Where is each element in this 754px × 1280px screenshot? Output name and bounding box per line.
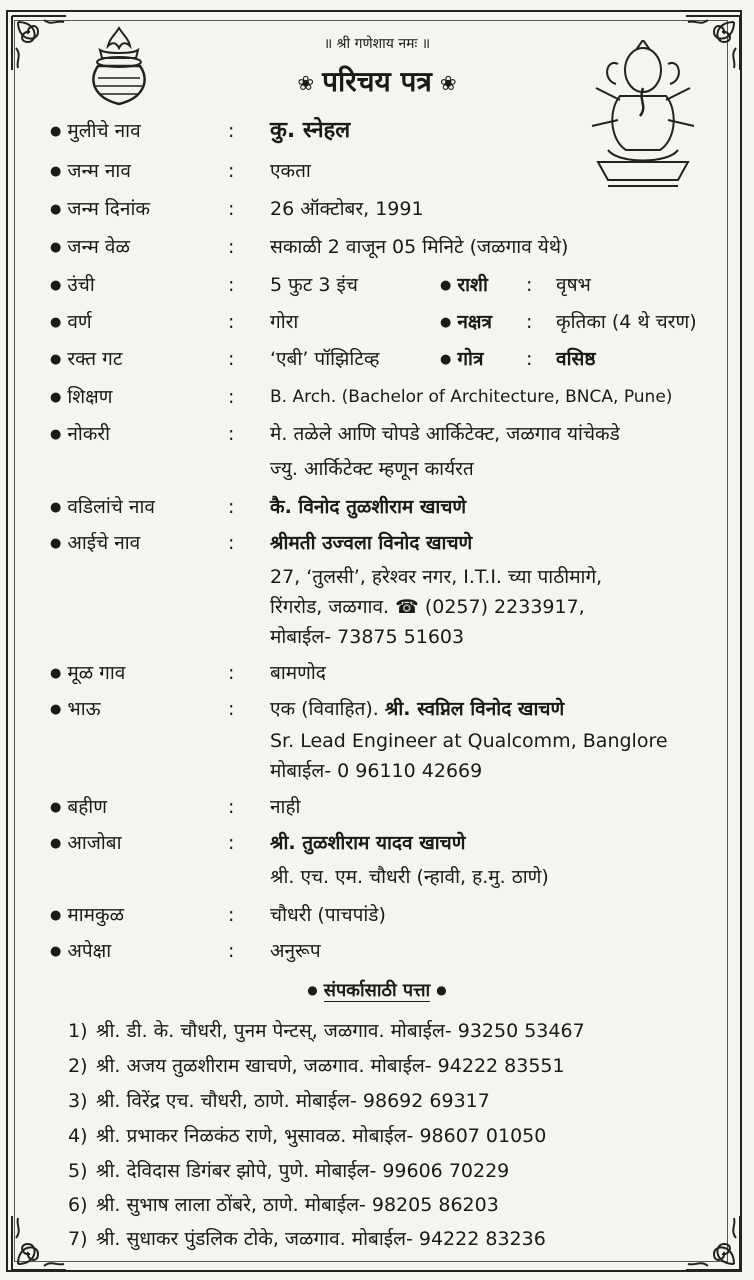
contact-text: श्री. प्रभाकर निळकंठ राणे, भुसावळ. मोबाईल- 98607 01050 bbox=[96, 1125, 547, 1147]
field-label: ● आजोबा bbox=[50, 830, 122, 857]
field-value: अनुरूप bbox=[270, 940, 321, 962]
field-value: कै. विनोद तुळशीराम खाचणे bbox=[270, 496, 467, 518]
field-value: गोरा bbox=[270, 311, 299, 333]
colon: : bbox=[228, 423, 235, 445]
colon: : bbox=[526, 348, 533, 370]
bullet-icon: ● bbox=[307, 983, 318, 997]
contact-item bbox=[68, 1053, 565, 1079]
colon: : bbox=[228, 386, 235, 408]
colon: : bbox=[228, 274, 235, 296]
field-label: ● जन्म वेळ bbox=[50, 234, 130, 261]
address-line: 27, ‘तुलसी’, हरेश्वर नगर, I.T.I. च्या पाठीमागे, bbox=[270, 566, 603, 588]
field-label-nakshatra: ● नक्षत्र bbox=[440, 309, 492, 336]
contact-item bbox=[68, 1088, 490, 1114]
colon: : bbox=[228, 796, 235, 818]
contact-number: 5) bbox=[68, 1160, 88, 1182]
colon: : bbox=[228, 348, 235, 370]
field-label: ● वर्ण bbox=[50, 309, 92, 336]
page-title bbox=[0, 62, 754, 100]
field-label: ● नोकरी bbox=[50, 421, 110, 448]
field-label: ● रक्त गट bbox=[50, 346, 122, 373]
field-value: श्रीमती उज्वला विनोद खाचणे bbox=[270, 532, 473, 554]
field-value-nakshatra: कृतिका (4 थे चरण) bbox=[556, 311, 697, 333]
colon: : bbox=[228, 311, 235, 333]
field-label: ● शिक्षण bbox=[50, 384, 113, 411]
field-label: ● बहीण bbox=[50, 794, 107, 821]
colon: : bbox=[228, 496, 235, 518]
flower-icon: ❀ bbox=[439, 71, 457, 95]
field-value: नाही bbox=[270, 796, 301, 818]
field-value-gotra: वसिष्ठ bbox=[556, 348, 596, 370]
field-value bbox=[270, 696, 564, 722]
brother-job-line: Sr. Lead Engineer at Qualcomm, Banglore bbox=[270, 730, 668, 752]
field-value-rashi: वृषभ bbox=[556, 274, 591, 296]
field-label: ● अपेक्षा bbox=[50, 938, 111, 965]
contact-item bbox=[68, 1018, 585, 1044]
colon: : bbox=[228, 832, 235, 854]
field-value-line: श्री. एच. एम. चौधरी (न्हावी, ह.मु. ठाणे) bbox=[270, 866, 549, 888]
mobile-line: मोबाईल- 73875 51603 bbox=[270, 626, 465, 648]
flower-icon: ❀ bbox=[297, 71, 315, 95]
field-value: 5 फुट 3 इंच bbox=[270, 274, 358, 296]
contacts-heading bbox=[0, 978, 754, 1002]
field-label: ● मुलीचे नाव bbox=[50, 118, 141, 145]
field-value: सकाळी 2 वाजून 05 मिनिटे (जळगाव येथे) bbox=[270, 236, 569, 258]
field-label: ● मामकुळ bbox=[50, 902, 124, 929]
field-label: ● आईचे नाव bbox=[50, 530, 140, 557]
colon: : bbox=[228, 532, 235, 554]
colon: : bbox=[228, 904, 235, 926]
field-value-line: ज्यु. आर्किटेक्ट म्हणून कार्यरत bbox=[270, 458, 474, 480]
field-value: B. Arch. (Bachelor of Architecture, BNCA, Pune) bbox=[270, 387, 673, 407]
field-value: एकता bbox=[270, 160, 311, 182]
title-text: परिचय पत्र bbox=[322, 65, 432, 98]
field-value: बामणोद bbox=[270, 662, 326, 684]
field-value-line: मे. तळेले आणि चोपडे आर्किटेक्ट, जळगाव यांचेकडे bbox=[270, 423, 620, 445]
contact-text: श्री. देविदास डिगंबर झोपे, पुणे. मोबाईल- 99606 70229 bbox=[96, 1160, 510, 1182]
contact-number: 4) bbox=[68, 1125, 88, 1147]
contacts-heading-text: संपर्कासाठी पत्ता bbox=[323, 980, 431, 1001]
colon: : bbox=[228, 236, 235, 258]
colon: : bbox=[526, 311, 533, 333]
address-line: रिंगरोड, जळगाव. ☎ (0257) 2233917, bbox=[270, 596, 585, 618]
colon: : bbox=[228, 198, 235, 220]
contact-item bbox=[68, 1226, 546, 1252]
colon: : bbox=[228, 698, 235, 720]
field-label: ● भाऊ bbox=[50, 696, 101, 723]
field-label-gotra: ● गोत्र bbox=[440, 346, 483, 373]
contact-number: 3) bbox=[68, 1090, 88, 1112]
field-label: ● मूळ गाव bbox=[50, 660, 125, 687]
field-label-rashi: ● राशी bbox=[440, 272, 488, 299]
corner-ornament-icon bbox=[8, 1212, 70, 1274]
field-label: ● जन्म दिनांक bbox=[50, 196, 150, 223]
contact-item bbox=[68, 1192, 499, 1218]
colon: : bbox=[228, 160, 235, 182]
contact-number: 2) bbox=[68, 1055, 88, 1077]
colon: : bbox=[228, 662, 235, 684]
colon: : bbox=[228, 940, 235, 962]
bullet-icon: ● bbox=[436, 983, 447, 997]
field-value: श्री. तुळशीराम यादव खाचणे bbox=[270, 832, 466, 854]
field-value: 26 ऑक्टोबर, 1991 bbox=[270, 198, 424, 220]
contact-text: श्री. डी. के. चौधरी, पुनम पेन्टस्, जळगाव. मोबाईल- 93250 53467 bbox=[96, 1020, 585, 1042]
contact-number: 7) bbox=[68, 1228, 88, 1250]
field-value: चौधरी (पाचपांडे) bbox=[270, 904, 386, 926]
contact-text: श्री. अजय तुळशीराम खाचणे, जळगाव. मोबाईल- 94222 83551 bbox=[96, 1055, 565, 1077]
contact-text: श्री. सुधाकर पुंडलिक टोके, जळगाव. मोबाईल- 94222 83236 bbox=[96, 1228, 546, 1250]
corner-ornament-icon bbox=[682, 1212, 744, 1274]
contact-item bbox=[68, 1123, 546, 1149]
invocation-text: ॥ श्री गणेशाय नमः ॥ bbox=[323, 36, 431, 52]
field-label: ● जन्म नाव bbox=[50, 158, 131, 185]
field-label: ● उंची bbox=[50, 272, 95, 299]
field-value: कु. स्नेहल bbox=[270, 118, 351, 143]
contact-text: श्री. विरेंद्र एच. चौधरी, ठाणे. मोबाईल- 98692 69317 bbox=[96, 1090, 490, 1112]
contact-text: श्री. सुभाष लाला ठोंबरे, ठाणे. मोबाईल- 98205 86203 bbox=[96, 1194, 499, 1216]
colon: : bbox=[228, 120, 235, 142]
field-label: ● वडिलांचे नाव bbox=[50, 494, 155, 521]
colon: : bbox=[526, 274, 533, 296]
contact-number: 1) bbox=[68, 1020, 88, 1042]
contact-item bbox=[68, 1158, 509, 1184]
brother-prefix: एक (विवाहित). bbox=[270, 698, 379, 720]
field-value: ‘एबी’ पॉझिटिव्ह bbox=[270, 348, 380, 370]
brother-name: श्री. स्वप्निल विनोद खाचणे bbox=[384, 698, 565, 720]
mobile-line: मोबाईल- 0 96110 42669 bbox=[270, 760, 483, 782]
contact-number: 6) bbox=[68, 1194, 88, 1216]
